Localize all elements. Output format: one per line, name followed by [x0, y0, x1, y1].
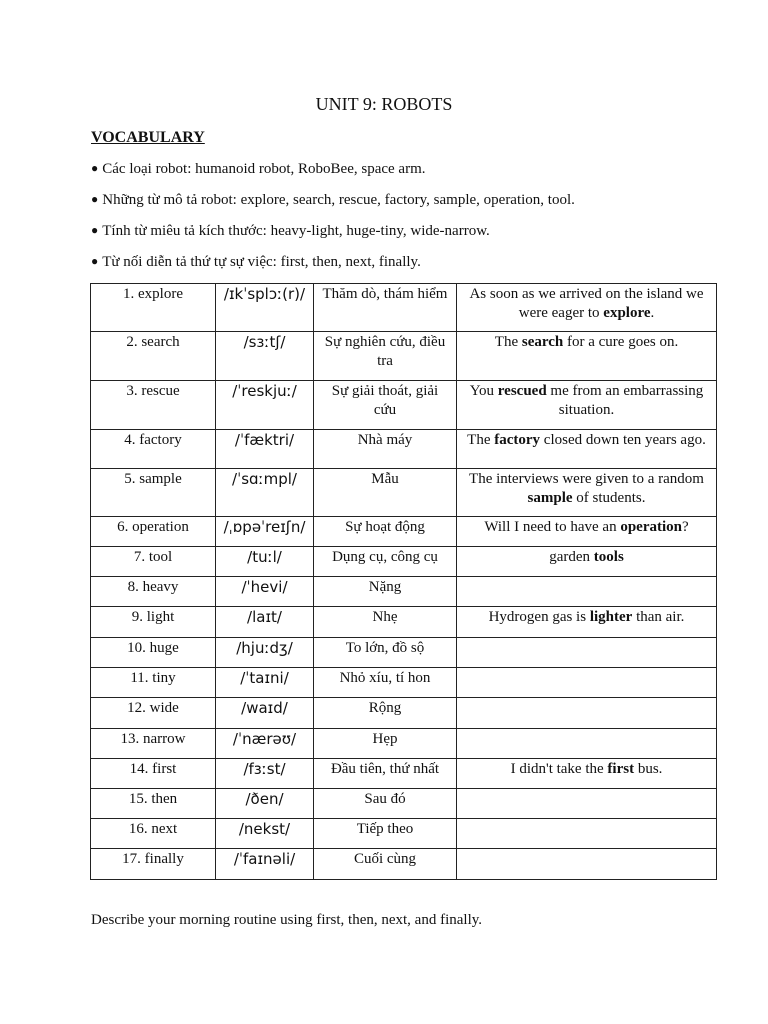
- word-cell: 8. heavy: [91, 577, 216, 607]
- example-text: me from an embarrassing situation.: [546, 383, 704, 418]
- word-cell: 9. light: [91, 607, 216, 638]
- example-cell: [457, 819, 717, 849]
- table-row: [91, 469, 717, 517]
- example-cell: [457, 607, 717, 638]
- bullet-item: ● Các loại robot: humanoid robot, RoboBee, space arm.: [91, 159, 575, 190]
- example-cell: [457, 759, 717, 789]
- word-cell: 4. factory: [91, 430, 216, 469]
- example-cell: [457, 789, 717, 819]
- example-cell: [457, 668, 717, 698]
- writing-prompt: Describe your morning routine using first, then, next, and finally.: [91, 912, 483, 928]
- example-cell: [457, 638, 717, 668]
- example-text: garden: [549, 549, 594, 565]
- ipa-cell: /ˌɒpəˈreɪʃn/: [216, 517, 314, 547]
- example-cell: [457, 849, 717, 880]
- word-cell: 15. then: [91, 789, 216, 819]
- section-heading: VOCABULARY: [91, 129, 205, 146]
- example-text: You: [469, 383, 498, 399]
- example-text: ?: [682, 519, 689, 535]
- bullet-item: ● Tính từ miêu tả kích thước: heavy-light, huge-tiny, wide-narrow.: [91, 221, 575, 252]
- page-title: UNIT 9: ROBOTS: [315, 94, 453, 114]
- example-text: I didn't take the: [510, 761, 608, 777]
- ipa-cell: /laɪt/: [216, 607, 314, 638]
- ipa-cell: /ˈfaɪnəli/: [216, 849, 314, 880]
- vocabulary-table-body: [91, 284, 717, 880]
- ipa-cell: /hjuːdʒ/: [216, 638, 314, 668]
- meaning-cell: Nhà máy: [314, 430, 457, 469]
- example-text: .: [650, 305, 655, 321]
- bullet-item: ● Những từ mô tả robot: explore, search, rescue, factory, sample, operation, tool.: [91, 190, 575, 221]
- example-text: The interviews were given to a random: [469, 471, 704, 487]
- meaning-cell: Hẹp: [314, 729, 457, 759]
- meaning-cell: Sự giải thoát, giải cứu: [314, 381, 457, 430]
- example-cell: [457, 284, 717, 332]
- meaning-cell: Sự hoạt động: [314, 517, 457, 547]
- word-cell: 16. next: [91, 819, 216, 849]
- bullet-list: [91, 159, 575, 283]
- meaning-cell: Nặng: [314, 577, 457, 607]
- example-cell: [457, 577, 717, 607]
- word-cell: 7. tool: [91, 547, 216, 577]
- ipa-cell: /ˈhevi/: [216, 577, 314, 607]
- ipa-cell: /ˈtaɪni/: [216, 668, 314, 698]
- example-text: Hydrogen gas is: [488, 609, 590, 625]
- ipa-cell: /ɪkˈsplɔː(r)/: [216, 284, 314, 332]
- example-text: The: [494, 334, 522, 350]
- word-cell: 3. rescue: [91, 381, 216, 430]
- word-cell: 14. first: [91, 759, 216, 789]
- meaning-cell: Thăm dò, thám hiểm: [314, 284, 457, 332]
- meaning-cell: Cuối cùng: [314, 849, 457, 880]
- word-cell: 17. finally: [91, 849, 216, 880]
- table-row: [91, 430, 717, 469]
- example-cell: [457, 698, 717, 729]
- meaning-cell: Nhỏ xíu, tí hon: [314, 668, 457, 698]
- word-cell: 1. explore: [91, 284, 216, 332]
- table-row: [91, 607, 717, 638]
- meaning-cell: To lớn, đồ sộ: [314, 638, 457, 668]
- example-keyword: operation: [620, 519, 682, 535]
- example-text: closed down ten years ago.: [540, 432, 706, 448]
- ipa-cell: /sɜːtʃ/: [216, 332, 314, 381]
- word-cell: 11. tiny: [91, 668, 216, 698]
- example-cell: [457, 517, 717, 547]
- ipa-cell: /ˈfæktri/: [216, 430, 314, 469]
- table-row: [91, 577, 717, 607]
- example-keyword: explore: [603, 305, 651, 321]
- meaning-cell: Sau đó: [314, 789, 457, 819]
- table-row: [91, 759, 717, 789]
- example-cell: [457, 430, 717, 469]
- ipa-cell: /waɪd/: [216, 698, 314, 729]
- table-row: [91, 547, 717, 577]
- table-row: [91, 668, 717, 698]
- table-row: [91, 517, 717, 547]
- example-cell: [457, 729, 717, 759]
- table-row: [91, 284, 717, 332]
- vocabulary-table: [90, 283, 717, 880]
- word-cell: 5. sample: [91, 469, 216, 517]
- meaning-cell: Rộng: [314, 698, 457, 729]
- meaning-cell: Mẫu: [314, 469, 457, 517]
- example-text: of students.: [572, 490, 646, 506]
- ipa-cell: /nekst/: [216, 819, 314, 849]
- example-cell: [457, 469, 717, 517]
- meaning-cell: Tiếp theo: [314, 819, 457, 849]
- example-keyword: search: [521, 334, 564, 350]
- ipa-cell: /ˈnærəʊ/: [216, 729, 314, 759]
- example-text: than air.: [632, 609, 685, 625]
- word-cell: 6. operation: [91, 517, 216, 547]
- example-cell: [457, 381, 717, 430]
- example-text: bus.: [634, 761, 663, 777]
- table-row: [91, 819, 717, 849]
- example-keyword: rescued: [497, 383, 547, 399]
- ipa-cell: /ðen/: [216, 789, 314, 819]
- example-text: Will I need to have an: [484, 519, 621, 535]
- example-keyword: sample: [527, 490, 573, 506]
- example-keyword: lighter: [589, 609, 633, 625]
- example-text: The: [467, 432, 495, 448]
- example-cell: [457, 547, 717, 577]
- meaning-cell: Nhẹ: [314, 607, 457, 638]
- table-row: [91, 381, 717, 430]
- example-keyword: factory: [494, 432, 541, 448]
- word-cell: 12. wide: [91, 698, 216, 729]
- example-keyword: tools: [593, 549, 624, 565]
- word-cell: 13. narrow: [91, 729, 216, 759]
- meaning-cell: Dụng cụ, công cụ: [314, 547, 457, 577]
- ipa-cell: /ˈsɑːmpl/: [216, 469, 314, 517]
- example-text: As soon as we arrived on the island we were eager to: [469, 286, 704, 321]
- ipa-cell: /fɜːst/: [216, 759, 314, 789]
- example-cell: [457, 332, 717, 381]
- ipa-cell: /tuːl/: [216, 547, 314, 577]
- meaning-cell: Đầu tiên, thứ nhất: [314, 759, 457, 789]
- bullet-item: ● Từ nối diễn tả thứ tự sự việc: first, then, next, finally.: [91, 252, 575, 283]
- ipa-cell: /ˈreskjuː/: [216, 381, 314, 430]
- table-row: [91, 849, 717, 880]
- example-text: for a cure goes on.: [563, 334, 679, 350]
- table-row: [91, 638, 717, 668]
- example-keyword: first: [607, 761, 635, 777]
- word-cell: 10. huge: [91, 638, 216, 668]
- table-row: [91, 332, 717, 381]
- table-row: [91, 729, 717, 759]
- meaning-cell: Sự nghiên cứu, điều tra: [314, 332, 457, 381]
- table-row: [91, 698, 717, 729]
- table-row: [91, 789, 717, 819]
- word-cell: 2. search: [91, 332, 216, 381]
